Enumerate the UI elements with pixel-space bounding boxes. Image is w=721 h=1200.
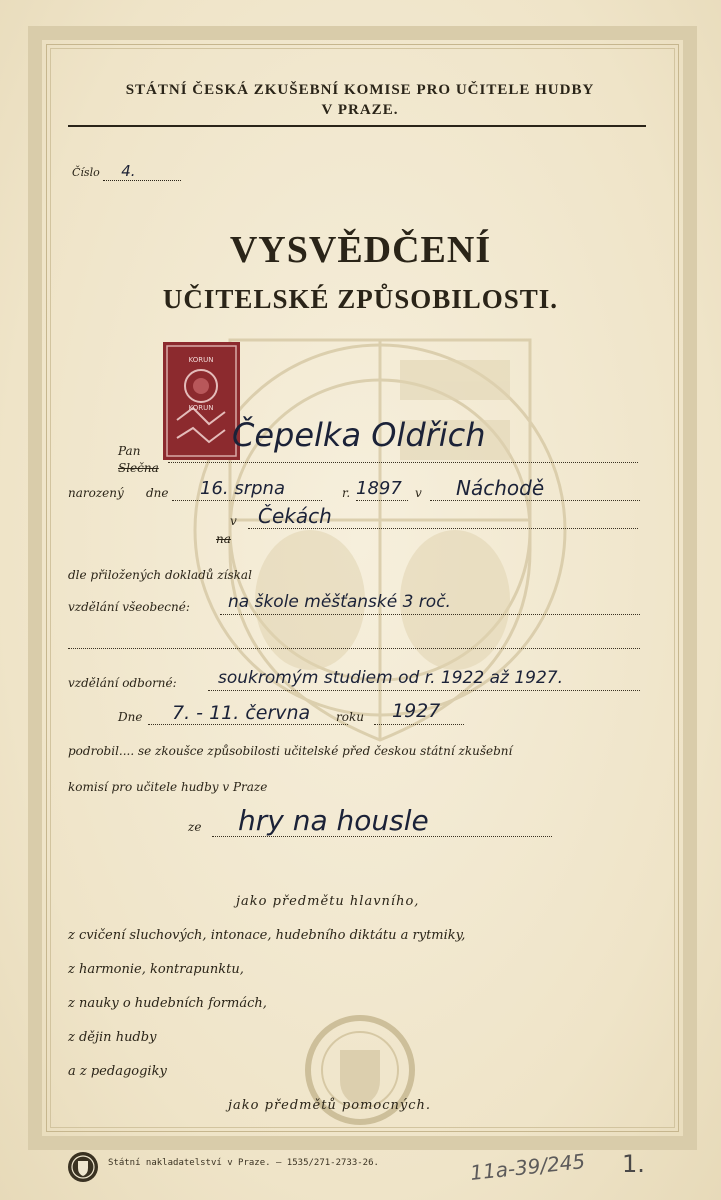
page-number: 1. [622, 1150, 645, 1178]
authority-line-2: V PRAZE. [321, 102, 399, 118]
professional-education-label: vzdělání odborné: [68, 676, 177, 690]
v-label: v [415, 486, 422, 500]
birth-date: 16. srpna [200, 478, 285, 499]
general-education-line-2 [68, 648, 640, 649]
header-divider [68, 125, 646, 127]
auxiliary-subject-label: jako předmětů pomocných. [228, 1098, 432, 1113]
exam-year: 1927 [392, 700, 441, 722]
exam-subject: hry na housle [238, 804, 429, 837]
stamp-label: KORUN [188, 356, 214, 364]
general-education-value: na škole měšťanské 3 roč. [228, 592, 451, 612]
birth-place-line [430, 500, 640, 501]
stamp-label-lower: KORUN [188, 404, 214, 412]
roku-label: roku [336, 710, 364, 724]
birth-year: 1897 [356, 478, 402, 499]
subject-item: z harmonie, kontrapunktu, [68, 962, 244, 977]
pan-label: Pan [118, 444, 141, 458]
revenue-stamp [163, 342, 240, 460]
slecna-label: Slečna [118, 461, 159, 475]
residence-v-label: v [230, 514, 237, 528]
exam-date: 7. - 11. června [172, 702, 311, 724]
exam-year-line [374, 724, 464, 725]
residence-na-label: na [216, 532, 231, 546]
subject-item: a z pedagogiky [68, 1064, 167, 1079]
exam-subject-line [212, 836, 552, 837]
exam-text-line-1: podrobil.... se zkoušce způsobilosti učitelské před českou státní zkušební [68, 744, 513, 758]
certificate-number [72, 162, 181, 181]
residence-place: Čekách [258, 504, 332, 528]
dne-label: dne [146, 486, 169, 500]
exam-date-line [148, 724, 348, 725]
authority-line-1: STÁTNÍ ČESKÁ ZKUŠEBNÍ KOMISE PRO UČITELE HUDBY [125, 82, 595, 98]
birth-year-line [356, 500, 408, 501]
archive-number: 11a-39/245 [469, 1149, 587, 1185]
general-education-line [220, 614, 640, 615]
name-line [168, 462, 638, 463]
issuing-authority [60, 80, 660, 120]
main-subject-label: jako předmětu hlavního, [236, 894, 420, 909]
certificate-number-value: 4. [103, 162, 181, 181]
r-label: r. [342, 486, 351, 500]
publisher-seal-icon [66, 1150, 100, 1184]
publisher-imprint: Státní nakladatelství v Praze. — 1535/271-2733-26. [108, 1158, 379, 1168]
professional-education-line [208, 690, 640, 691]
ze-label: ze [188, 820, 202, 834]
subject-item: z nauky o hudebních formách, [68, 996, 267, 1011]
subject-item: z cvičení sluchových, intonace, hudebního diktátu a rytmiky, [68, 928, 466, 943]
exam-dne-label: Dne [118, 710, 143, 724]
subject-item: z dějin hudby [68, 1030, 157, 1045]
education-intro: dle přiložených dokladů získal [68, 568, 252, 582]
birth-place: Náchodě [456, 476, 545, 500]
narozeny-label: narozený [68, 486, 124, 500]
general-education-label: vzdělání všeobecné: [68, 600, 190, 614]
professional-education-value: soukromým studiem od r. 1922 až 1927. [218, 668, 563, 688]
exam-text-line-2: komisí pro učitele hudby v Praze [68, 780, 268, 794]
document-title: VYSVĚDČENÍ [229, 229, 492, 271]
certificate-number-label: Číslo [72, 166, 100, 179]
document-subtitle: UČITELSKÉ ZPŮSOBILOSTI. [162, 284, 559, 314]
holder-name: Čepelka Oldřich [232, 416, 486, 454]
birth-date-line [172, 500, 322, 501]
residence-line [248, 528, 638, 529]
